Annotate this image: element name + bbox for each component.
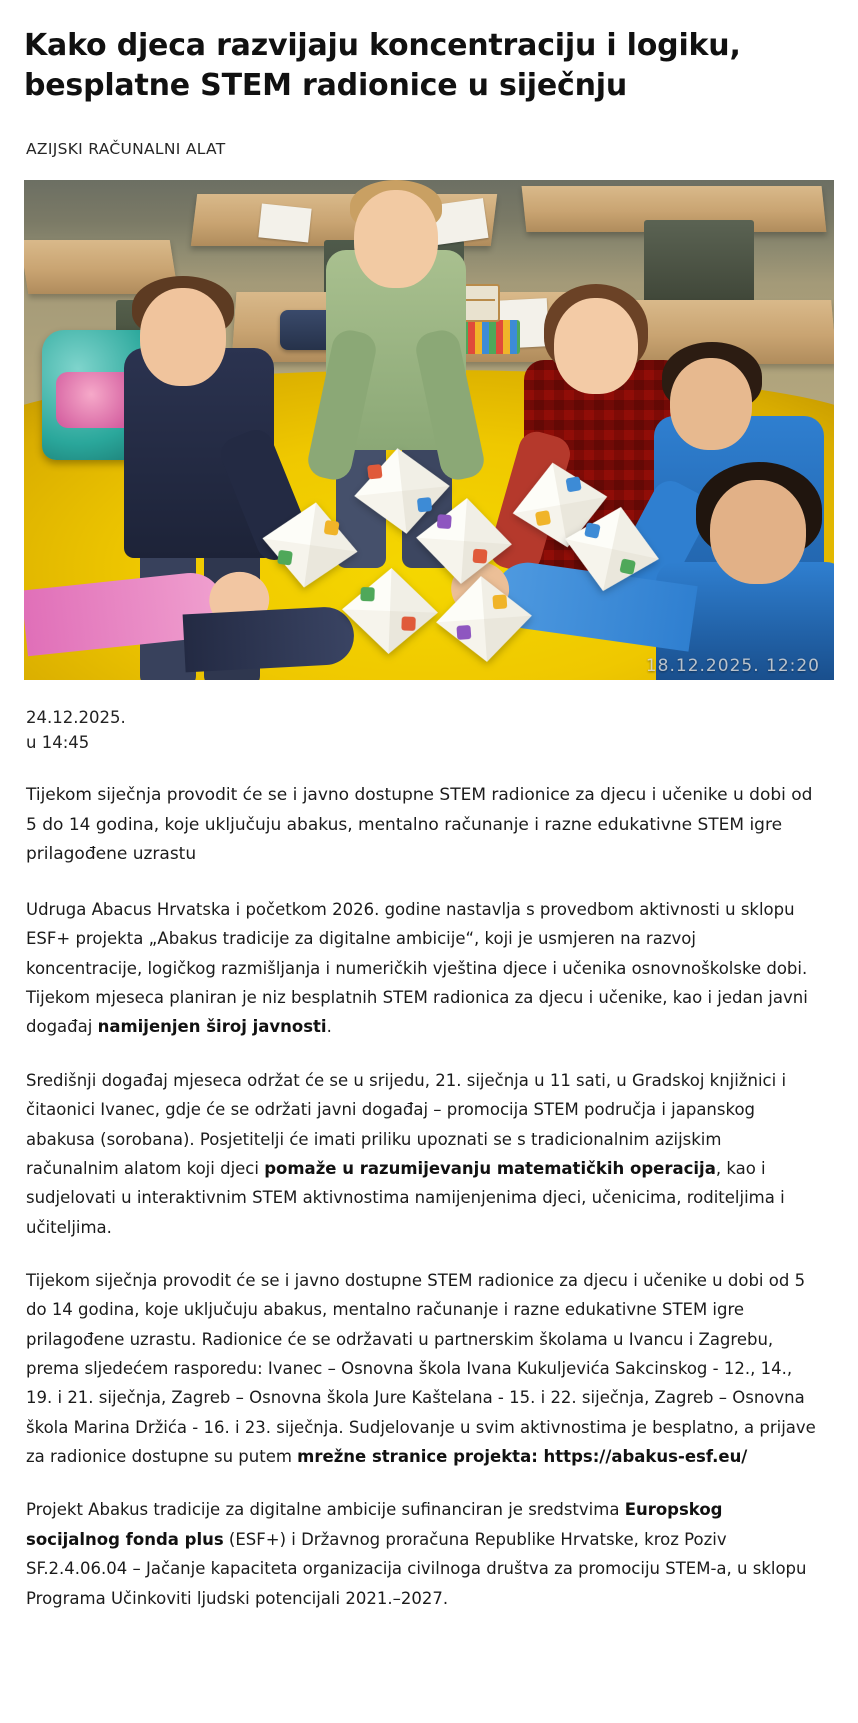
classroom-photo-illustration [24,180,834,680]
origami-fortune-teller [341,566,440,655]
article-body [24,895,834,1613]
photo-timestamp-overlay: 18.12.2025. 12:20 [645,655,820,676]
article-lede: Tijekom siječnja provodit će se i javno dostupne STEM radionice za djecu i učenike u dobi od 5 do 14 godina, koje uključuju abakus, mentalno računanje i razne edukativne STEM igre prilagođene uzrastu [26,785,813,864]
origami-fortune-teller [433,573,535,665]
page-title: Kako djeca razvijaju koncentraciju i logiku, besplatne STEM radionice u siječnju [24,28,741,103]
arm-dark-sleeve [183,605,356,672]
paper-sheet [258,203,311,242]
article-paragraph: Projekt Abakus tradicije za digitalne ambicije sufinanciran je sredstvima Europskog socijalnog fonda plus (ESF+) i Državnog proračuna Republike Hrvatske, kroz Poziv SF.2.4.06.04 – Jačanje kapaciteta organizacija civilnoga društva za promociju STEM-a, u sklopu Programa Učinkoviti ljudski potencijali 2021.–2027. [26,1500,807,1608]
article-paragraph: Središnji događaj mjeseca održat će se u srijedu, 21. siječnja u 11 sati, u Gradskoj knjižnici i čitaonici Ivanec, gdje će se održati javni događaj – promocija STEM područja i japanskog abakusa (sorobana). Posjetitelji će imati priliku upoznati se s tradicionalnim azijskim računalnim alatom koji djeci pomaže u razumijevanju matematičkih operacija, kao i sudjelovati u interaktivnim STEM aktivnostima namijenjenima djeci, učenicima, roditeljima i učiteljima. [26,1070,787,1237]
article-kicker: AZIJSKI RAČUNALNI ALAT [26,139,226,158]
article-paragraph: Tijekom siječnja provodit će se i javno dostupne STEM radionice za djecu i učenike u dobi od 5 do 14 godina, koje uključuju abakus, mentalno računanje i razne edukativne STEM igre prilagođene uzrastu. Radionice će se održavati u partnerskim školama u Ivancu i Zagrebu, prema sljedećem rasporedu: Ivanec – Osnovna škola Ivana Kukuljevića Sakcinskog - 12., 14., 19. i 21. siječnja, Zagreb – Osnovna škola Jure Kaštelana - 15. i 22. siječnja, Zagreb – Osnovna škola Marina Držića - 16. i 23. siječnja. Sudjelovanje u svim aktivnostima je besplatno, a prijave za radionice dostupne su putem mrežne stranice projekta: https://abakus-esf.eu/ [26,1270,816,1467]
article-meta [26,706,834,756]
chair [644,220,754,310]
publish-date: 24.12.2025. [26,707,126,727]
publish-time: u 14:45 [26,732,90,752]
article-paragraph: Udruga Abacus Hrvatska i početkom 2026. godine nastavlja s provedbom aktivnosti u sklopu ESF+ projekta „Abakus tradicije za digitalne ambicije“, koji je usmjeren na razvoj koncentracije, logičkog razmišljanja i numeričkih vještina djece i učenika osnovnoškolske dobi. Tijekom mjeseca planiran je niz besplatnih STEM radionica za djecu i učenike, kao i jedan javni događaj namijenjen široj javnosti. [26,899,808,1037]
article-photo [24,180,834,680]
